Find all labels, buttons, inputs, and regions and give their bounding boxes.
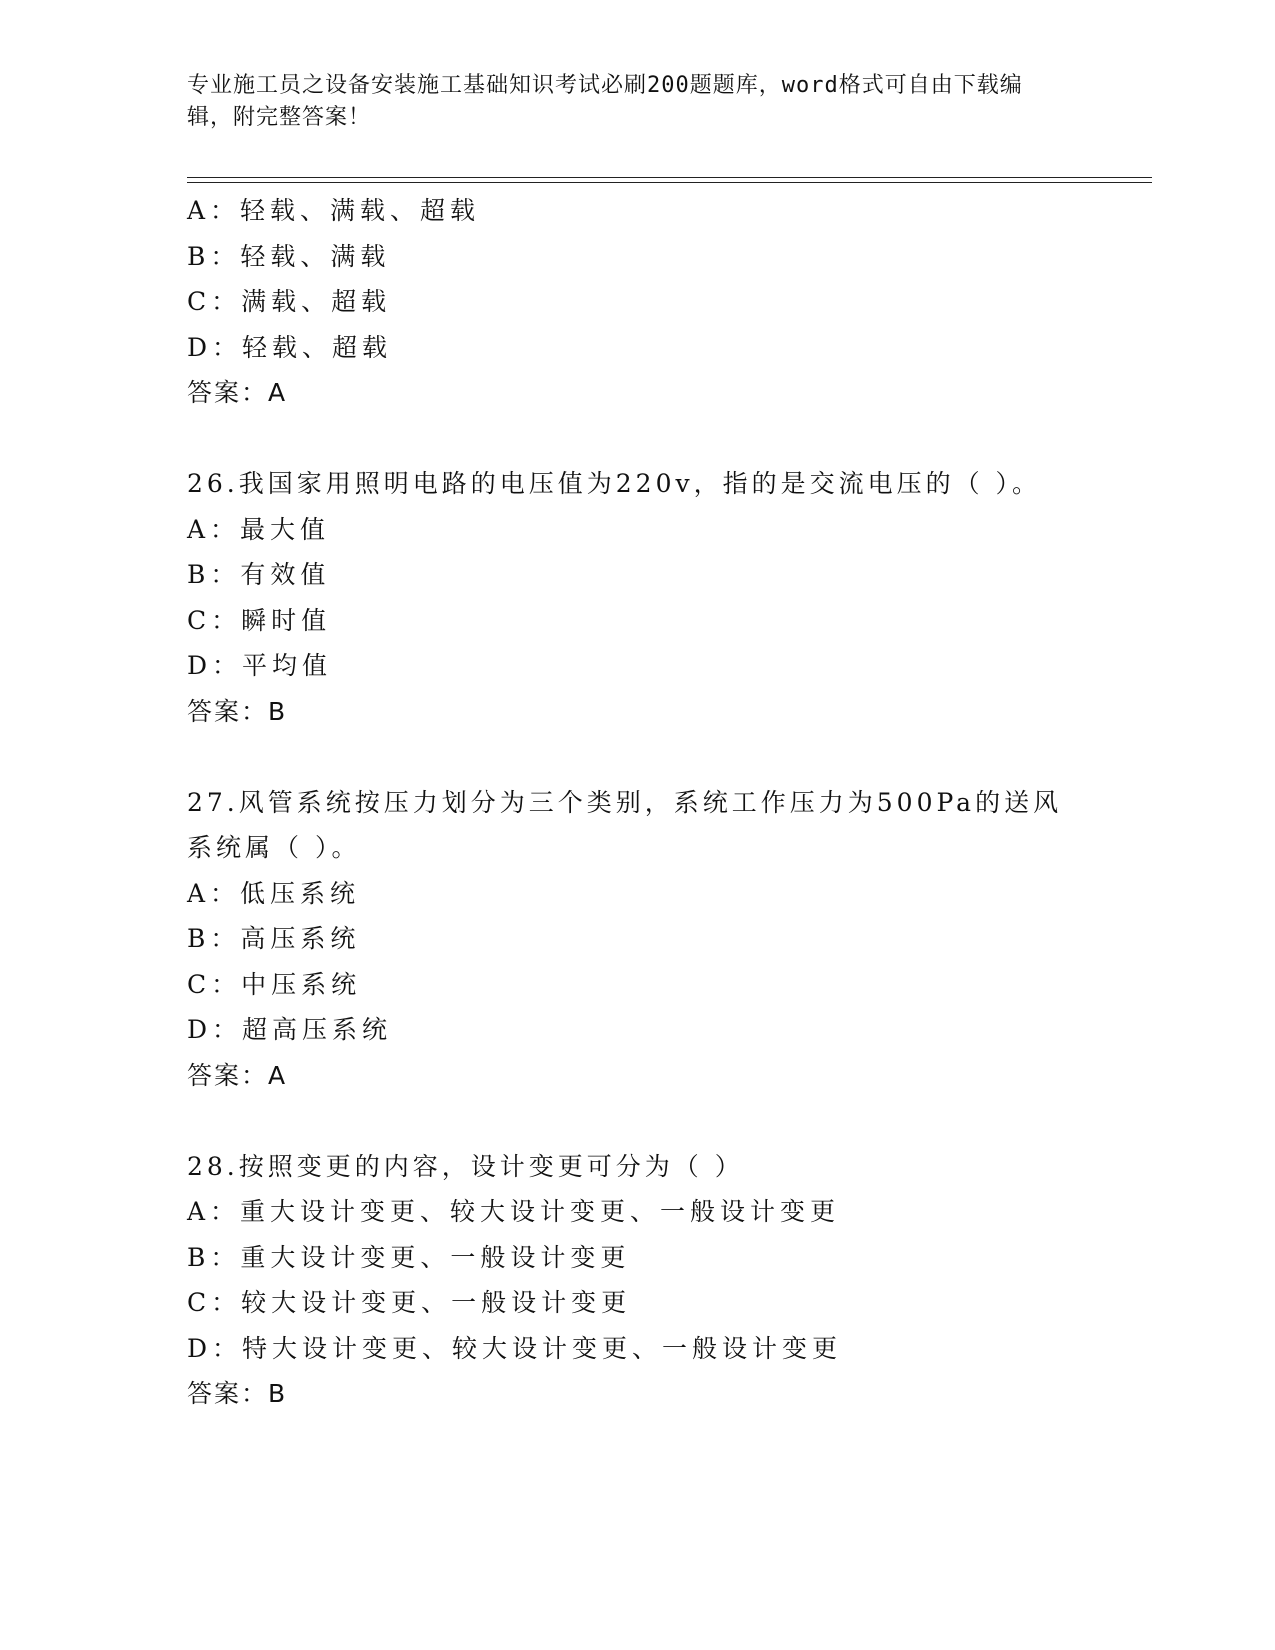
question-text: 28.按照变更的内容，设计变更可分为（ ） [187,1151,744,1181]
option-a: A：最大值 [187,514,331,544]
option-b: B：轻载、满载 [187,241,391,271]
document-header-title: 专业施工员之设备安装施工基础知识考试必刷200题题库，word格式可自由下载编辑，附完整答案！ [187,73,1023,130]
option-c: C：满载、超载 [187,287,392,316]
option-d: D：平均值 [187,651,333,680]
question-block [187,188,1087,416]
question-block [187,1144,1087,1417]
option-c: C：中压系统 [187,969,362,999]
block-spacer [187,734,1087,780]
option-b: B：重大设计变更、一般设计变更 [187,1242,631,1272]
option-a: A：低压系统 [187,878,361,908]
question-text: 27.风管系统按压力划分为三个类别，系统工作压力为500Pa的送风系统属（ ）。 [187,787,1063,862]
question-text: 26.我国家用照明电路的电压值为220v，指的是交流电压的（ ）。 [187,469,1042,498]
question-list [187,188,1087,1417]
header-divider-top [187,177,1152,178]
option-d: D：特大设计变更、较大设计变更、一般设计变更 [187,1333,843,1363]
block-spacer [187,1098,1087,1144]
question-block [187,461,1087,734]
header-divider-bottom [187,182,1152,183]
question-block [187,780,1087,1099]
option-a: A：轻载、满载、超载 [187,196,481,225]
option-b: B：高压系统 [187,924,361,953]
block-spacer [187,416,1087,462]
option-d: D：轻载、超载 [187,332,393,362]
answer-line: 答案：B [187,696,288,726]
option-a: A：重大设计变更、较大设计变更、一般设计变更 [187,1197,841,1226]
option-c: C：瞬时值 [187,605,332,635]
answer-line: 答案：A [187,1060,288,1090]
option-c: C：较大设计变更、一般设计变更 [187,1288,632,1317]
answer-line: 答案：A [187,378,288,407]
option-d: D：超高压系统 [187,1015,393,1044]
option-b: B：有效值 [187,560,331,589]
answer-line: 答案：B [187,1379,288,1408]
